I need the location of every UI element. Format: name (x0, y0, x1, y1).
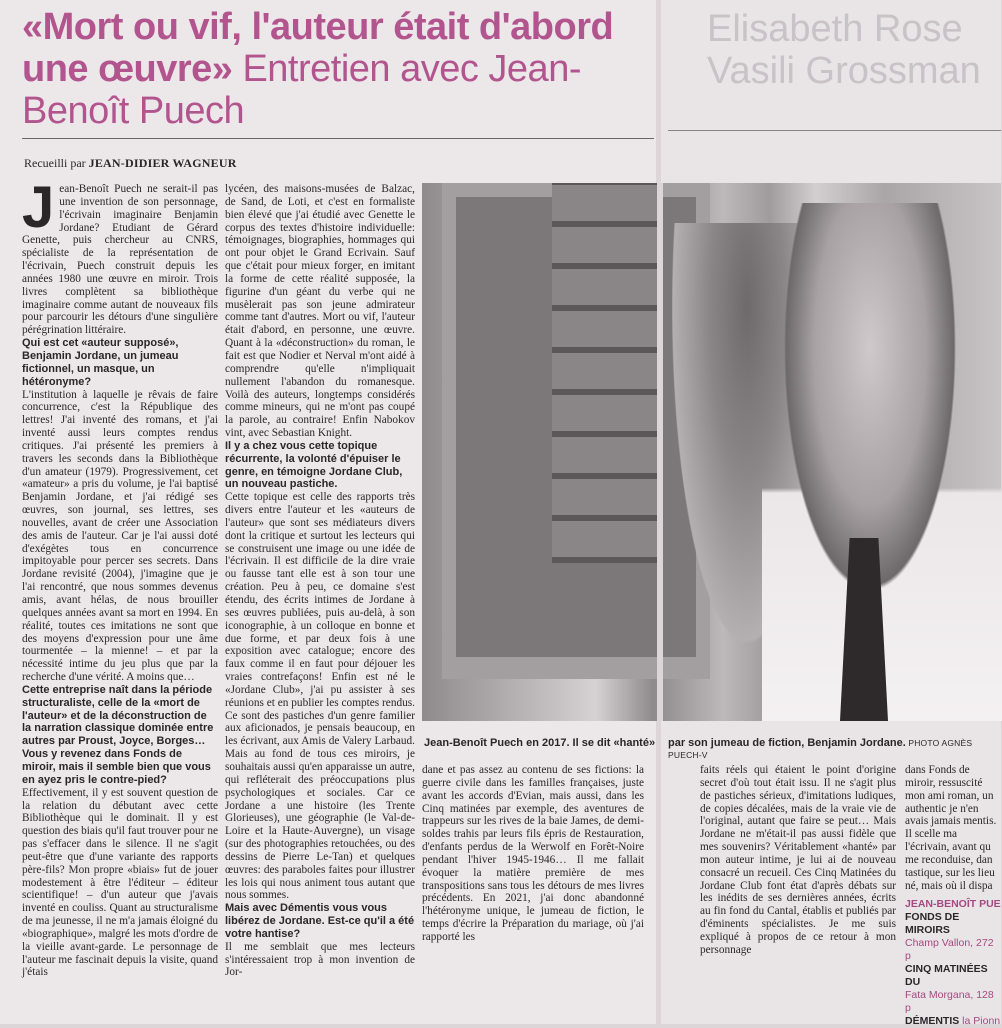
answer-2: Effectivement, il y est souvent question de la relation du débutant avec cette Bibliothèque qui le dominait. Il y est question des biais qu'il faut trouver pour ne pas s'effacer dans le silence. Il ne s'agit peut-être que d'une variante des rapports père-fils? Mon propre «biais» fut de jouer modestement à être l'éditeur – éditeur scientifique! – d'un auteur que j'avais inventé en couliss. Quant au structuralisme de ma jeunesse, il ne m'a jamais éloigné du «biographique», malgré les mots d'ordre de la vieille avant-garde. Le personnage de l'auteur me fascinait depuis la visite, quand j'étais (22, 786, 218, 979)
photo-caption-left: Jean-Benoît Puech en 2017. Il se dit «hanté» (424, 737, 656, 749)
caption-right-text: par son jumeau de fiction, Benjamin Jordane. (668, 737, 906, 749)
intro-paragraph: ean-Benoît Puech ne serait-il pas une invention de son personnage, l'écrivain imaginaire Benjamin Jordane? Etudiant de Gérard Genette, puis chercheur au CNRS, spécialiste de la représentation de l'écrivain, Puech construit depuis les années 1980 une œuvre en miroir. Trois livres complètent sa bibliothèque imaginaire comme autant de nouveaux fils pour parcourir les détours d'une singulière pérégrination littéraire. (22, 183, 218, 337)
book-2-title: CINQ MATINÉES DU (905, 963, 988, 989)
byline (24, 156, 237, 171)
book-3-publisher: la Pionn (959, 1015, 1001, 1028)
photo-caption-right (668, 737, 1002, 761)
book-1-publisher: Champ Vallon, 272 p (905, 937, 994, 963)
answer-4-continued-3: dans Fonds de miroir, ressuscité mon ami roman, un authentic je n'en avais jamais mentis. Il scelle ma l'écrivain, avant qu me reconduise, dan tastique, sur les lieu né, mais où il dispa (905, 764, 997, 892)
question-1: Qui est cet «auteur supposé», Benjamin Jordane, un jumeau fictionnel, un masque, un hétéronyme? (22, 337, 179, 388)
book-2-publisher: Fata Morgana, 128 p (905, 989, 994, 1015)
text-column-4 (700, 764, 896, 980)
drop-cap: J (22, 175, 55, 240)
answer-1: L'institution à laquelle je rêvais de faire concurrence, c'est la République des lettres! J'ai inventé des romans, et j'ai inventé aussi leurs comptes rendus critiques. J'ai présenté les premiers à travers les seconds dans la Bibliothèque d'un amateur (1979). Progressivement, cet «amateur» a pris du volume, je l'ai baptisé Benjamin Jordane, et j'ai rédigé ses œuvres, son journal, ses lettres, ses nouvelles, avant de créer une Association des amis de l'auteur. Car je l'ai aussi doté d'exégètes tous en concurrence impitoyable pour percer ses secrets. Dans Jordane revisité (2004), j'imagine que je l'ai rencontré, que nous sommes devenus amis, avant hélas, de nous brouiller quelques années avant sa mort en 1994. En réalité, toutes ces imitations ne sont que des moyens d'expression pour une âme tourmentée – la mienne! – et par la nécessité intime du jeu plus que par la recherche d'une vérité. A moins que… (22, 388, 218, 684)
bookshelf-reflection (552, 183, 662, 563)
text-column-1 (22, 175, 218, 983)
text-column-2 (225, 183, 415, 979)
headline-rule (22, 138, 654, 139)
byline-prefix: Recueilli par (24, 156, 89, 170)
answer-4: Il me semblait que mes lecteurs s'intéressaient trop à mon invention de Jor- (225, 940, 415, 979)
headline-quote: «Mort ou vif, l'auteur était d'abord une œuvre» (22, 6, 614, 90)
question-3: Il y a chez vous cette topique récurrente, la volonté d'épuiser le genre, en témoigne Jordane Club, un nouveau pastiche. (225, 439, 403, 491)
book-info (905, 898, 1001, 1028)
bleed-through-title: Elisabeth Rose Vasili Grossman (707, 8, 981, 92)
text-column-3 (422, 764, 644, 980)
book-3-title: DÉMENTIS (905, 1015, 960, 1028)
answer-3: Cette topique est celle des rapports très divers entre l'auteur et les «auteurs de l'auteur» que sont ses médiateurs divers dont la critique et surtout les lecteurs qui se construisent une image ou une idée de l'écrivain. Il est difficile de la dire vraie ou fausse tant elle est à son tour une création. Peu à peu, ce domaine s'est étendu, des écrits intimes de Jordane à ses œuvres publiées, puis au-delà, à son iconographie, à un colloque en bonne et due forme, et par deux fois à une exposition avec catalogue; encore des faux comme il en faut pour déjouer les vraies contrefaçons! Enfin est né le «Jordane Club», j'ai pu assister à ses réunions et en publier les comptes rendus. Ce sont des pastiches d'un genre familier aux aficionados, je pensais beaucoup, en les écrivant, aux Amis de Valery Larbaud. Mais au fond de tous ces miroirs, je souhaitais aussi qu'en apparaisse un autre, qui refléterait des préoccupations plus psychologiques et sociales. Car ce Jordane a une histoire (les Trente Glorieuses), une géographie (le Val-de-Loire et la Haute-Auvergne), un visage (sur des photographies retouchées, ou des dessins de Pierre Le-Tan) et quelques œuvres: des paraboles faites pour illustrer les lois qui nous animent tous autant que nous sommes. (225, 491, 415, 902)
page-gutter (657, 183, 663, 721)
text-column-5 (905, 764, 1001, 1028)
answer-4-continued: dane et pas assez au contenu de ses fictions: la guerre civile dans les familles françaises, juste avant les accords d'Evian, mais aussi, dans les Cinq matinées par exemple, des aventures de trappeurs sur les rives de la baie James, de demi-soldes trahis par leurs fils épris de Restauration, d'enfants perdus de la Werwolf en Forêt-Noire pendant l'hiver 1945-1946… Il me fallait évoquer la matière première de mes transpositions sans tous les détours de mes livres précédents. En 2021, j'ai donc abandonné l'hétéronyme unique, le jumeau de fiction, le temps d'écrire la Préparation du mariage, où j'ai rapporté les (422, 764, 644, 943)
byline-name: JEAN-DIDIER WAGNEUR (88, 156, 237, 170)
photo-credit: PHOTO AGNÈS PUECH-V (668, 738, 973, 760)
headline-subtitle: Entretien avec Jean-Benoît Puech (22, 48, 581, 132)
question-4: Mais avec Démentis vous vous libérez de Jordane. Est-ce qu'il a été votre hantise? (225, 902, 415, 940)
author-photo (422, 183, 1001, 721)
article-headline (22, 6, 642, 132)
right-rule (668, 130, 1001, 131)
question-2: Cette entreprise naît dans la période structuraliste, celle de la «mort de l'auteur» et de la déconstruction de la narration classique dominée entre autres par Proust, Joyce, Borges… Vous y revenez dans Fonds de miroir, mais il semble bien que vous en ayez pris le contre-pied? (22, 683, 214, 786)
book-author: JEAN-BENOÎT PUE (905, 898, 1001, 911)
answer-4-continued-2: faits réels qui étaient le point d'origine secret d'où tout était issu. Il ne s'agit plus de pastiches sérieux, d'imitations ludiques, de copies décalées, mais de la vraie vie de l'original, autant que faire se peut… Mais Jordane ne m'était-il pas aussi fidèle que mes souvenirs? Véritablement «hanté» par mon auteur intime, je lui ai de nouveau consacré un recueil. Ces Cinq Matinées du Jordane Club font état d'après débats sur les inédits de ses dernières années, écrits au fin fond du Cantal, établis et publiés par d'éminents spécialistes. Je me suis expliqué à propos de ce retour à mon personnage (700, 764, 896, 956)
answer-2-continued: lycéen, des maisons-musées de Balzac, de Sand, de Loti, et c'est en formaliste bien élevé que j'ai étudié avec Genette le corpus des textes d'histoire individuelle: témoignages, biographies, hommages qui ont pour objet le Grand Ecrivain. Sauf que c'était pour mieux forger, en imitant la forme de cette réalité supposée, la figurine d'un géant du verbe qui ne musèlerait pas son jeune admirateur comme tant d'autres. Mort ou vif, l'auteur était d'abord, en personne, une œuvre. Quant à la «déconstruction» du roman, le fait est que Nodier et Nerval m'ont aidé à comprendre qu'elle n'impliquait nullement l'abandon du romanesque. Voilà des auteurs, longtemps considérés comme mineurs, qui ne m'ont pas coupé la parole, au contraire! Enfin Nabokov vint, avec Sebastian Knight. (225, 183, 415, 440)
book-1-title: FONDS DE MIROIRS (905, 911, 960, 937)
